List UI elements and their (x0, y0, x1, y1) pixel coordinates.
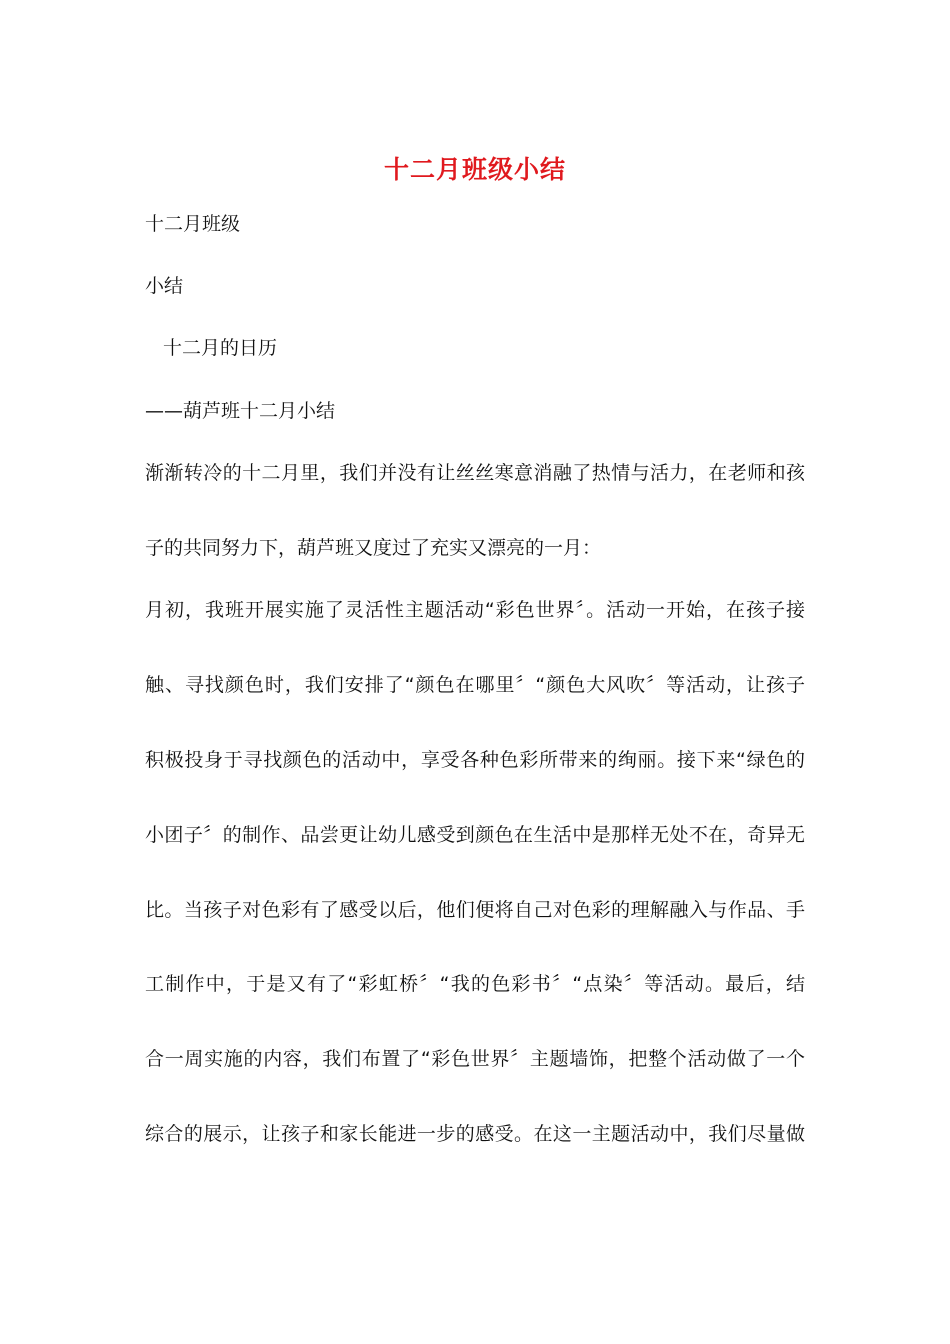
body-line: 综合的展示，让孩子和家长能进一步的感受。在这一主题活动中，我们尽量做 (145, 1123, 805, 1145)
body-line: 合一周实施的内容，我们布置了“彩色世界〞主题墙饰，把整个活动做了一个 (145, 1048, 805, 1070)
body-line: 积极投身于寻找颜色的活动中，享受各种色彩所带来的绚丽。接下来“绿色的 (145, 749, 805, 771)
subtitle-class-name: ——葫芦班十二月小结 (145, 400, 336, 422)
header-line-class: 十二月班级 (145, 213, 241, 235)
body-line: 小团子〞的制作、品尝更让幼儿感受到颜色在生活中是那样无处不在，奇异无 (145, 824, 805, 846)
header-line-summary: 小结 (145, 275, 184, 297)
body-line: 子的共同努力下，葫芦班又度过了充实又漂亮的一月： (145, 537, 602, 559)
document-title: 十二月班级小结 (383, 155, 566, 184)
subtitle-calendar: 十二月的日历 (163, 337, 278, 359)
body-line: 比。当孩子对色彩有了感受以后，他们便将自己对色彩的理解融入与作品、手 (145, 899, 805, 921)
body-line: 月初，我班开展实施了灵活性主题活动“彩色世界〞。活动一开始，在孩子接 (145, 599, 805, 621)
body-line: 触、寻找颜色时，我们安排了“颜色在哪里〞“颜色大风吹〞等活动，让孩子 (145, 674, 805, 696)
body-line: 渐渐转冷的十二月里，我们并没有让丝丝寒意消融了热情与活力，在老师和孩 (145, 462, 805, 484)
body-line: 工制作中，于是又有了“彩虹桥〞“我的色彩书〞“点染〞等活动。最后，结 (145, 973, 805, 995)
